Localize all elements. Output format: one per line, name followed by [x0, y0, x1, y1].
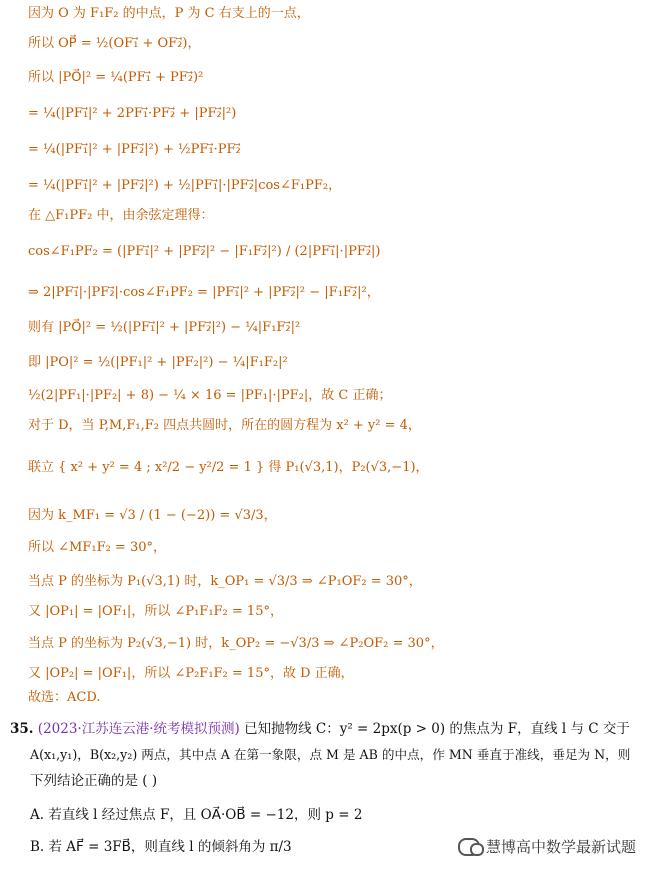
solution-line-18: 又 |OP₁| = |OF₁|，所以 ∠P₁F₁F₂ = 15°， — [28, 604, 283, 619]
solution-line-3: 所以 |PO⃗|² = ¼(PF₁⃗ + PF₂⃗)² — [28, 70, 204, 85]
solution-line-6: = ¼(|PF₁⃗|² + |PF₂⃗|²) + ½|PF₁⃗|·|PF₂⃗|cos∠F₁PF₂， — [28, 178, 342, 193]
solution-line-15: 因为 k_MF₁ = √3 / (1 − (−2)) = √3/3， — [28, 508, 277, 523]
solution-line-17: 当点 P 的坐标为 P₁(√3,1) 时，k_OP₁ = √3/3 ⇒ ∠P₁OF₂ = 30°， — [28, 574, 422, 589]
question-stem: 已知抛物线 C：y² = 2px(p > 0) 的焦点为 F，直线 l 与 C 交于 — [244, 721, 630, 737]
solution-line-10: 则有 |PO⃗|² = ½(|PF₁⃗|² + |PF₂⃗|²) − ¼|F₁F₂⃗|² — [28, 320, 301, 335]
solution-line-8: cos∠F₁PF₂ = (|PF₁⃗|² + |PF₂⃗|² − |F₁F₂⃗|²) / (2|PF₁⃗|·|PF₂⃗|) — [28, 244, 381, 259]
wechat-icon — [458, 838, 480, 856]
question-line-3: 下列结论正确的是 ( ) — [30, 773, 158, 789]
question-line-1 — [10, 720, 630, 738]
solution-line-7: 在 △F₁PF₂ 中，由余弦定理得： — [28, 208, 214, 223]
solution-line-11: 即 |PO|² = ½(|PF₁|² + |PF₂|²) − ¼|F₁F₂|² — [28, 355, 288, 370]
solution-line-12: ½(2|PF₁|·|PF₂| + 8) − ¼ × 16 = |PF₁|·|PF₂|，故 C 正确； — [28, 388, 392, 403]
solution-line-1: 因为 O 为 F₁F₂ 的中点，P 为 C 右支上的一点， — [28, 6, 310, 21]
solution-line-9: ⇒ 2|PF₁⃗|·|PF₂⃗|·cos∠F₁PF₂ = |PF₁⃗|² + |PF₂⃗|² − |F₁F₂⃗|²， — [28, 285, 380, 300]
option-a: A. 若直线 l 经过焦点 F，且 OA⃗·OB⃗ = −12，则 p = 2 — [30, 807, 363, 823]
question-line-2: A(x₁,y₁)，B(x₂,y₂) 两点，其中点 A 在第一象限，点 M 是 AB 的中点，作 MN 垂直于准线，垂足为 N，则 — [30, 747, 631, 762]
question-number: 35. — [10, 721, 34, 737]
solution-line-2: 所以 OP⃗ = ½(OF₁⃗ + OF₂⃗)， — [28, 36, 201, 51]
solution-line-16: 所以 ∠MF₁F₂ = 30°， — [28, 540, 166, 555]
option-b: B. 若 AF⃗ = 3FB⃗，则直线 l 的倾斜角为 π/3 — [30, 839, 292, 855]
watermark — [458, 836, 636, 857]
solution-line-13: 对于 D，当 P,M,F₁,F₂ 四点共圆时，所在的圆方程为 x² + y² = 4， — [28, 418, 421, 433]
watermark-text: 慧博高中数学最新试题 — [485, 838, 636, 856]
solution-line-21: 故选：ACD. — [28, 690, 101, 705]
solution-line-5: = ¼(|PF₁⃗|² + |PF₂⃗|²) + ½PF₁⃗·PF₂⃗ — [28, 142, 241, 157]
question-source: (2023·江苏连云港·统考模拟预测) — [37, 721, 240, 737]
solution-line-19: 当点 P 的坐标为 P₂(√3,−1) 时，k_OP₂ = −√3/3 ⇒ ∠P₂OF₂ = 30°， — [28, 636, 444, 651]
solution-line-20: 又 |OP₂| = |OF₁|，所以 ∠P₂F₁F₂ = 15°，故 D 正确， — [28, 666, 354, 681]
solution-line-14: 联立 { x² + y² = 4 ; x²/2 − y²/2 = 1 } 得 P₁(√3,1)，P₂(√3,−1)， — [28, 460, 429, 475]
solution-line-4: = ¼(|PF₁⃗|² + 2PF₁⃗·PF₂⃗ + |PF₂⃗|²) — [28, 106, 237, 121]
